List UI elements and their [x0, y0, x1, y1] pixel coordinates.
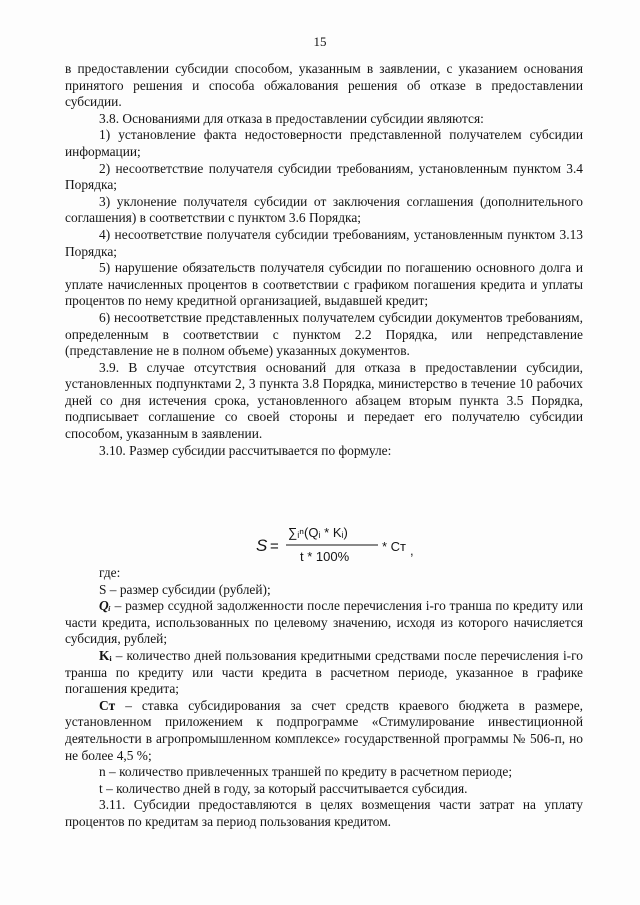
page-number: 15 — [313, 34, 327, 49]
symbol: Kᵢ — [99, 647, 112, 663]
body-text-lower — [65, 565, 583, 831]
definition-s — [65, 582, 583, 599]
body-text-upper — [65, 61, 583, 459]
definition-text: – размер субсидии (рублей); — [106, 581, 271, 597]
where-label: где: — [99, 565, 121, 580]
formula-rhs: * Cт — [382, 539, 407, 554]
definition-text: – количество привлеченных траншей по кредиту в расчетном периоде; — [105, 764, 513, 780]
formula-equals: = — [270, 538, 279, 555]
formula-denominator: t * 100% — [300, 549, 350, 564]
subsidy-formula — [250, 521, 450, 571]
paragraph: 3.8. Основаниями для отказа в предоставлении субсидии являются: — [99, 110, 484, 126]
formula-lhs: S — [256, 536, 268, 555]
formula-comma: , — [410, 543, 414, 558]
definition-ct — [65, 698, 583, 764]
formula-numerator: ∑ᵢⁿ(Qᵢ * Kᵢ) — [288, 525, 348, 540]
paragraph: 3) уклонение получателя субсидии от заключения соглашения (дополнительного соглашения) в соответствии с пунктом 3.6 Порядка; — [65, 193, 583, 226]
definition-k — [65, 648, 583, 698]
definition-text: – количество дней пользования кредитными средствами после перечисления i-го транша по кредиту или части кредита в расчетном периоде, указанное в графике погашения кредита; — [65, 647, 583, 697]
symbol: Cт — [99, 697, 116, 713]
paragraph: 3.9. В случае отсутствия оснований для отказа в предоставлении субсидии, установленных подпунктами 2, 3 пункта 3.8 Порядка, министерство в течение 10 рабочих дней со дня истечения срока, установленного абзацем вторым пункта 3.5 Порядка, подписывает соглашение со своей стороны и передает его получателю субсидии способом, указанным в заявлении. — [65, 359, 583, 442]
paragraph: 4) несоответствие получателя субсидии требованиям, установленным пунктом 3.13 Порядка; — [65, 226, 583, 259]
paragraph: 1) установление факта недостоверности представленной получателем субсидии информации; — [65, 127, 583, 159]
symbol: n — [99, 764, 106, 780]
definition-q — [65, 598, 583, 648]
definition-n — [65, 764, 583, 781]
paragraph: 5) нарушение обязательств получателя субсидии по погашению основного долга и уплате начисленных процентов в соответствии с графиком погашения кредита и уплаты процентов по нему кредитной организацией, выдавшей кредит; — [65, 260, 583, 309]
definition-text: – количество дней в году, за который рассчитывается субсидия. — [102, 780, 468, 796]
paragraph: 2) несоответствие получателя субсидии требованиям, установленным пунктом 3.4 Порядка; — [65, 160, 583, 193]
definition-text: – ставка субсидирования за счет средств краевого бюджета в размере, установленном приложением к подпрограмме «Стимулирование инвестиционной деятельности в агропромышленном комплексе» государственной программы № 506-п, но не более 4,5 %; — [65, 697, 583, 763]
symbol: t — [99, 780, 103, 796]
symbol: Qᵢ — [99, 598, 111, 614]
paragraph: 3.11. Субсидии предоставляются в целях возмещения части затрат на уплату процентов по кредитам за период пользования кредитом. — [65, 797, 583, 829]
paragraph: 6) несоответствие представленных получателем субсидии документов требованиям, определенным в соответствии с пунктом 2.2 Порядка, или непредставление (представление не в полном объеме) указанных документов. — [65, 309, 583, 359]
definition-t — [65, 781, 583, 798]
definition-text: – размер ссудной задолженности после перечисления i-го транша по кредиту или части кредита, использованных по целевому значению, исходя из которого начисляется субсидия, рублей; — [65, 598, 583, 647]
paragraph: 3.10. Размер субсидии рассчитывается по формуле: — [99, 442, 392, 458]
paragraph: в предоставлении субсидии способом, указанным в заявлении, с указанием основания принятого решения и способа обжалования решения об отказе в предоставлении субсидии. — [65, 61, 583, 110]
symbol: S — [99, 581, 107, 597]
